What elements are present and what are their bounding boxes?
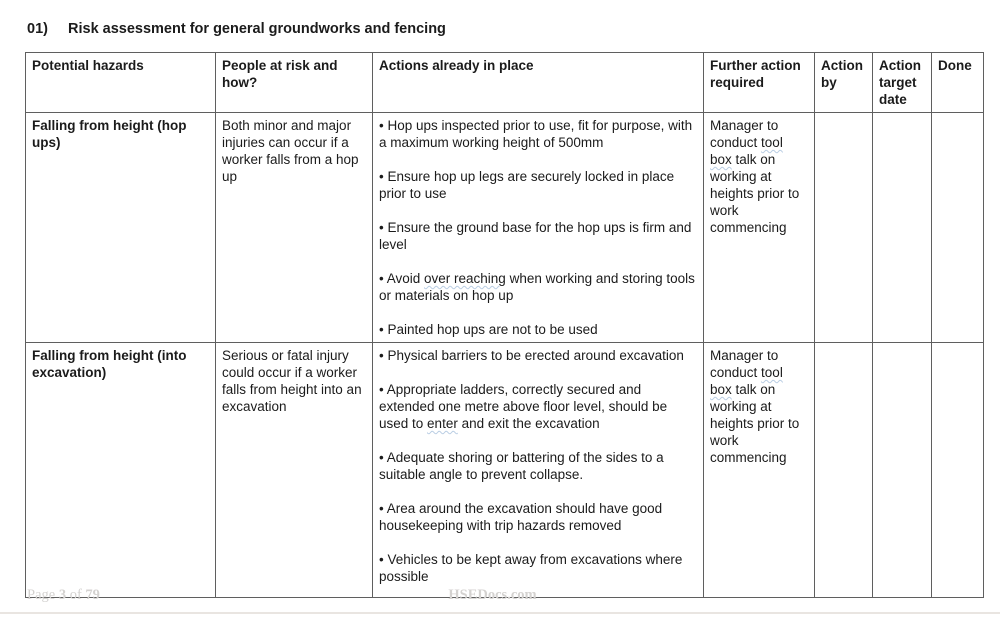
col-header-done: Done bbox=[932, 53, 984, 113]
table-body bbox=[26, 113, 984, 598]
cell-action-target-date bbox=[873, 113, 932, 343]
spellcheck-underlined-text: tool box bbox=[710, 365, 783, 397]
cell-actions-in-place bbox=[373, 113, 704, 343]
cell-further-action-required bbox=[704, 113, 815, 343]
cell-people-at-risk: Serious or fatal injury could occur if a worker falls from height into an excavation bbox=[216, 343, 373, 598]
spellcheck-underlined-text: over reaching bbox=[424, 271, 506, 286]
page-title bbox=[27, 21, 446, 37]
title-text: Risk assessment for general groundworks and fencing bbox=[68, 21, 446, 37]
text-segment: talk on working at heights prior to work commencing bbox=[710, 152, 800, 235]
cell-done bbox=[932, 343, 984, 598]
section-number: 01) bbox=[27, 21, 48, 37]
text-segment: • Ensure hop up legs are securely locked in place prior to use bbox=[379, 169, 675, 201]
action-item bbox=[379, 168, 697, 202]
cell-actions-in-place bbox=[373, 343, 704, 598]
col-header-action-by: Action by bbox=[815, 53, 873, 113]
cell-further-action-required bbox=[704, 343, 815, 598]
col-header-people-at-risk: People at risk and how? bbox=[216, 53, 373, 113]
cell-done bbox=[932, 113, 984, 343]
col-header-actions-in-place: Actions already in place bbox=[373, 53, 704, 113]
text-segment: • Adequate shoring or battering of the sides to a suitable angle to prevent collapse. bbox=[379, 450, 664, 482]
cell-action-by bbox=[815, 113, 873, 343]
spellcheck-underlined-text: enter bbox=[427, 416, 458, 431]
action-item bbox=[379, 270, 697, 304]
col-header-further-action: Further action required bbox=[704, 53, 815, 113]
cell-potential-hazard: Falling from height (into excavation) bbox=[26, 343, 216, 598]
action-item bbox=[379, 321, 697, 338]
action-item bbox=[379, 347, 697, 364]
action-item bbox=[379, 500, 697, 534]
text-segment: Manager to conduct bbox=[710, 348, 779, 380]
table-row bbox=[26, 343, 984, 598]
col-header-action-target-date: Action target date bbox=[873, 53, 932, 113]
text-segment: • Hop ups inspected prior to use, fit for purpose, with a maximum working height of 500mm bbox=[379, 118, 693, 150]
cell-people-at-risk: Both minor and major injuries can occur if a worker falls from a hop up bbox=[216, 113, 373, 343]
text-segment: • Area around the excavation should have good housekeeping with trip hazards removed bbox=[379, 501, 663, 533]
table-header-row bbox=[26, 53, 984, 113]
action-item bbox=[379, 381, 697, 432]
text-segment: • Appropriate ladders, correctly secured and extended one metre above floor level, should be used to bbox=[379, 382, 668, 431]
spellcheck-underlined-text: tool box bbox=[710, 135, 783, 167]
text-segment: • Painted hop ups are not to be used bbox=[379, 322, 598, 337]
further-action-text bbox=[710, 117, 808, 236]
text-segment: • Physical barriers to be erected around excavation bbox=[379, 348, 684, 363]
cell-action-by bbox=[815, 343, 873, 598]
text-segment: and exit the excavation bbox=[457, 416, 600, 431]
page-number-indicator: Page 3 of 79 bbox=[27, 587, 100, 603]
text-segment: Manager to conduct bbox=[710, 118, 779, 150]
action-item bbox=[379, 449, 697, 483]
cell-action-target-date bbox=[873, 343, 932, 598]
text-segment: when working and storing tools or materials on hop up bbox=[379, 271, 695, 303]
action-item bbox=[379, 219, 697, 253]
action-item bbox=[379, 551, 697, 585]
risk-assessment-table bbox=[25, 52, 984, 598]
bottom-rule bbox=[0, 612, 1000, 614]
watermark-brand: HSEDocs.com bbox=[448, 587, 537, 603]
col-header-potential-hazards: Potential hazards bbox=[26, 53, 216, 113]
text-segment: • Avoid bbox=[379, 271, 425, 286]
text-segment: • Vehicles to be kept away from excavations where possible bbox=[379, 552, 683, 584]
text-segment: talk on working at heights prior to work commencing bbox=[710, 382, 800, 465]
text-segment: • Ensure the ground base for the hop ups is firm and level bbox=[379, 220, 692, 252]
cell-potential-hazard: Falling from height (hop ups) bbox=[26, 113, 216, 343]
further-action-text bbox=[710, 347, 808, 466]
action-item bbox=[379, 117, 697, 151]
table-row bbox=[26, 113, 984, 343]
